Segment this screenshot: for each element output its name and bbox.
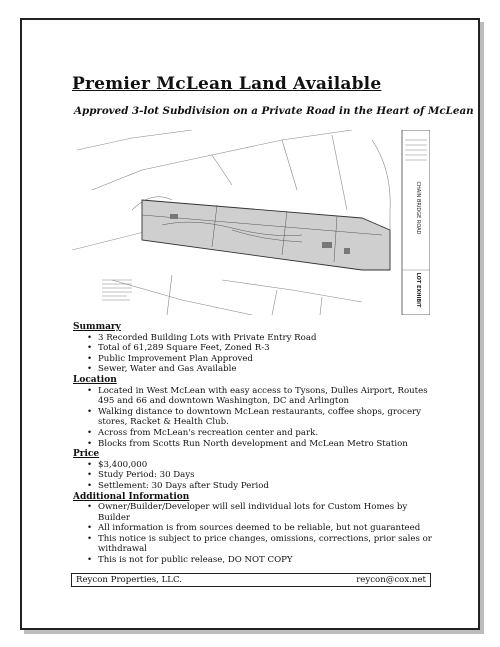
section-additional-information — [73, 492, 433, 566]
list-item: • This is not for public release, DO NOT COPY — [98, 555, 433, 566]
list-item: • Public Improvement Plan Approved — [98, 354, 433, 365]
list-item: • Settlement: 30 Days after Study Period — [98, 481, 433, 492]
footer-company: Reycon Properties, LLC. — [76, 575, 182, 585]
subdivision-plat-drawing — [72, 130, 430, 315]
section-heading: Price — [73, 449, 100, 460]
footer-email[interactable]: reycon@cox.net — [356, 575, 426, 585]
section-heading: Summary — [73, 322, 121, 332]
page-title: Premier McLean Land Available — [72, 74, 382, 94]
list-item: • All information is from sources deemed to be reliable, but not guaranteed — [98, 523, 433, 534]
section-summary — [73, 322, 433, 375]
section-heading: Location — [73, 374, 117, 385]
page-subtitle: Approved 3-lot Subdivision on a Private Road in the Heart of McLean — [74, 105, 474, 117]
footer-bar — [71, 573, 431, 587]
list-item: • Walking distance to downtown McLean restaurants, coffee shops, grocery stores, Racket & Health Club. — [98, 407, 433, 428]
list-item: • Study Period: 30 Days — [98, 470, 433, 481]
lot-exhibit-label: LOT EXHIBIT — [415, 272, 421, 308]
list-item: • Total of 61,289 Square Feet, Zoned R-3 — [98, 343, 433, 354]
list-item: • Across from McLean's recreation center and park. — [98, 428, 433, 439]
list-item: • $3,400,000 — [98, 460, 433, 471]
list-item: • Owner/Builder/Developer will sell individual lots for Custom Homes by Builder — [98, 502, 433, 523]
list-item: • This notice is subject to price changes, omissions, corrections, prior sales or withdrawal — [98, 534, 433, 555]
section-heading: Additional Information — [73, 491, 190, 502]
list-item: • Blocks from Scotts Run North development and McLean Metro Station — [98, 439, 433, 450]
list-item: • 3 Recorded Building Lots with Private Entry Road — [98, 333, 433, 344]
section-location — [73, 375, 433, 449]
road-label: CHAIN BRIDGE ROAD — [415, 181, 421, 235]
list-item: • Sewer, Water and Gas Available — [98, 364, 433, 375]
list-item: • Located in West McLean with easy access to Tysons, Dulles Airport, Routes 495 and 66 and downtown Washington, DC and Arlington — [98, 386, 433, 407]
listing-details — [73, 322, 433, 566]
section-price — [73, 449, 433, 491]
